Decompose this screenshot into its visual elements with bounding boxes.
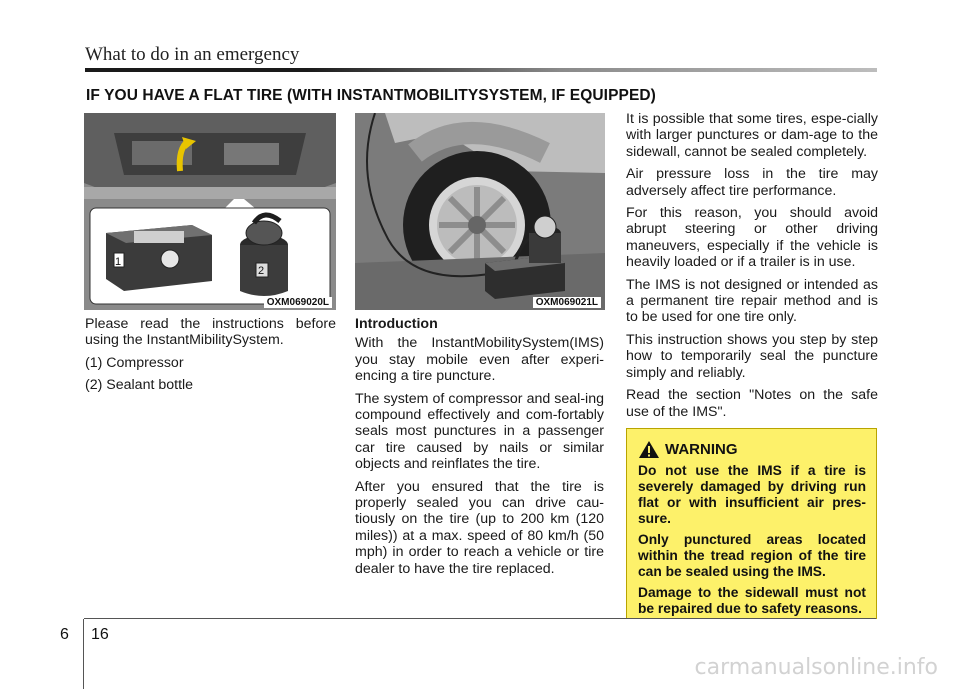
paragraph: Please read the instructions before using the InstantMibilitySystem. bbox=[85, 316, 336, 349]
section-heading: IF YOU HAVE A FLAT TIRE (WITH INSTANTMOBILITYSYSTEM, IF EQUIPPED) bbox=[86, 87, 656, 104]
section-number: 6 bbox=[60, 626, 69, 643]
warning-text: Damage to the sidewall must not be repaired due to safety reasons. bbox=[638, 585, 866, 616]
watermark: carmanualsonline.info bbox=[694, 655, 938, 680]
introduction-heading: Introduction bbox=[355, 316, 438, 332]
header-title: What to do in an emergency bbox=[85, 44, 300, 65]
paragraph: Air pressure loss in the tire may adversely affect tire performance. bbox=[626, 166, 878, 199]
paragraph: Read the section "Notes on the safe use of the IMS". bbox=[626, 387, 878, 420]
paragraph: This instruction shows you step by step how to temporarily seal the puncture simply and reliably. bbox=[626, 331, 878, 381]
label-2: 2 bbox=[258, 265, 265, 277]
warning-title: WARNING bbox=[665, 441, 738, 458]
warning-text: Only punctured areas located within the tread region of the tire can be sealed using the IMS. bbox=[638, 532, 866, 579]
footer-rule bbox=[84, 618, 876, 619]
paragraph: The IMS is not designed or intended as a permanent tire repair method and is to be used for one tire only. bbox=[626, 276, 878, 326]
warning-header bbox=[638, 440, 866, 459]
label-1: 1 bbox=[115, 256, 122, 268]
paragraph: With the InstantMobilitySystem(IMS) you stay mobile even after experi-encing a tire puncture. bbox=[355, 335, 604, 385]
figure-tire-inflation bbox=[355, 113, 605, 310]
compressor-kit-illustration bbox=[84, 113, 336, 310]
paragraph: It is possible that some tires, espe-cially with larger punctures or dam-age to the sidewall, cannot be sealed completely. bbox=[626, 111, 878, 160]
list-item-compressor: (1) Compressor bbox=[85, 354, 184, 371]
paragraph: After you ensured that the tire is properly sealed you can drive cau-tiously on the tire (up to 200 km (120 miles)) at a max. speed of 80 km/h (50 mph) in order to reach a vehicle or tire dealer to have the tire replaced. bbox=[355, 478, 604, 577]
paragraph: The system of compressor and seal-ing compound effectively and com-fortably seals most punctures in a passenger car tire caused by nails or similar objects and reinflates the tire. bbox=[355, 390, 604, 473]
header-rule bbox=[85, 68, 877, 72]
column-right bbox=[626, 111, 878, 426]
warning-box bbox=[626, 428, 877, 619]
figure-code: OXM069021L bbox=[533, 297, 601, 308]
list-item-sealant-bottle: (2) Sealant bottle bbox=[85, 377, 194, 394]
figure-compressor-kit bbox=[84, 113, 336, 310]
footer-divider bbox=[83, 619, 84, 689]
warning-text: Do not use the IMS if a tire is severely damaged by driving run flat or with insufficient air pres-sure. bbox=[638, 463, 866, 526]
column-middle bbox=[355, 316, 604, 583]
paragraph: For this reason, you should avoid abrupt steering or other driving maneuvers, especially if the vehicle is heavily loaded or if a trailer is in use. bbox=[626, 205, 878, 271]
warning-triangle-icon bbox=[638, 440, 660, 459]
tire-inflation-illustration bbox=[355, 113, 605, 310]
figure-code: OXM069020L bbox=[264, 297, 332, 308]
column-left bbox=[85, 316, 336, 400]
page-number: 16 bbox=[91, 626, 109, 643]
